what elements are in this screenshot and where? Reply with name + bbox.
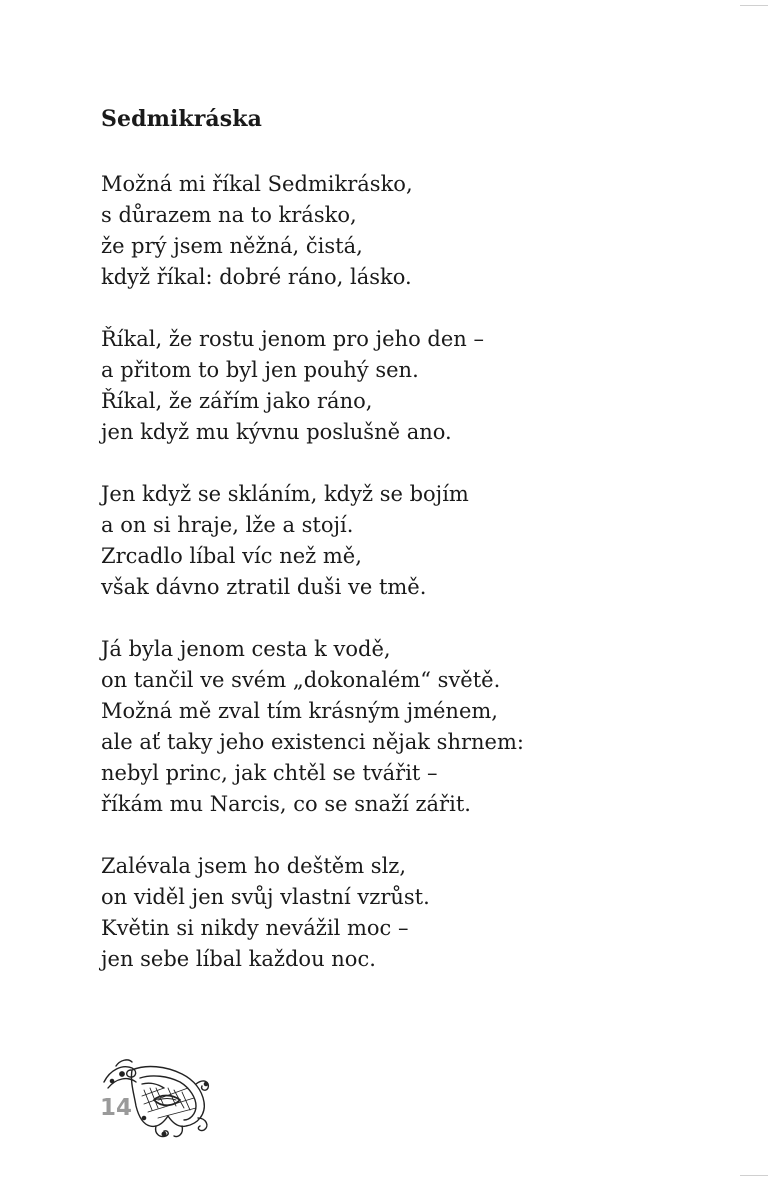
stanza-4 — [101, 634, 721, 820]
poem-title: Sedmikráska — [101, 106, 262, 132]
poem-line: Zalévala jsem ho deštěm slz, — [101, 854, 407, 878]
stanza-3 — [101, 479, 721, 603]
poem-line: Říkal, že rostu jenom pro jeho den – — [101, 327, 484, 351]
poem-line: on viděl jen svůj vlastní vzrůst. — [101, 885, 430, 909]
poem-line: Říkal, že zářím jako ráno, — [101, 389, 373, 413]
poem-line: Květin si nikdy nevážil moc – — [101, 916, 409, 940]
poem-line: nebyl princ, jak chtěl se tvářit – — [101, 761, 438, 785]
poem-line: Možná mi říkal Sedmikrásko, — [101, 172, 413, 196]
stanza-2 — [101, 324, 721, 448]
stanza-1 — [101, 169, 721, 293]
poem-line: však dávno ztratil duši ve tmě. — [101, 575, 427, 599]
poem-line: jen když mu kývnu poslušně ano. — [101, 420, 452, 444]
crop-mark-bottom — [740, 1175, 768, 1176]
crop-mark-top — [740, 5, 768, 6]
stanza-5 — [101, 851, 721, 975]
poem-line: s důrazem na to krásko, — [101, 203, 357, 227]
poem-line: jen sebe líbal každou noc. — [101, 947, 376, 971]
poem-line: a on si hraje, lže a stojí. — [101, 513, 354, 537]
poem-line: Zrcadlo líbal víc než mě, — [101, 544, 362, 568]
poem-line: on tančil ve svém „dokonalém“ světě. — [101, 668, 501, 692]
poem-line: a přitom to byl jen pouhý sen. — [101, 358, 419, 382]
poem-line: Jen když se skláním, když se bojím — [101, 482, 469, 506]
poem-line: Já byla jenom cesta k vodě, — [101, 637, 391, 661]
poem-line: když říkal: dobré ráno, lásko. — [101, 265, 412, 289]
poem-line: Možná mě zval tím krásným jménem, — [101, 699, 498, 723]
poem-line: říkám mu Narcis, co se snaží zářit. — [101, 792, 471, 816]
poem — [101, 104, 721, 1006]
poem-line: že prý jsem něžná, čistá, — [101, 234, 363, 258]
poem-line: ale ať taky jeho existenci nějak shrnem: — [101, 730, 524, 754]
page-number: 14 — [100, 1095, 133, 1121]
